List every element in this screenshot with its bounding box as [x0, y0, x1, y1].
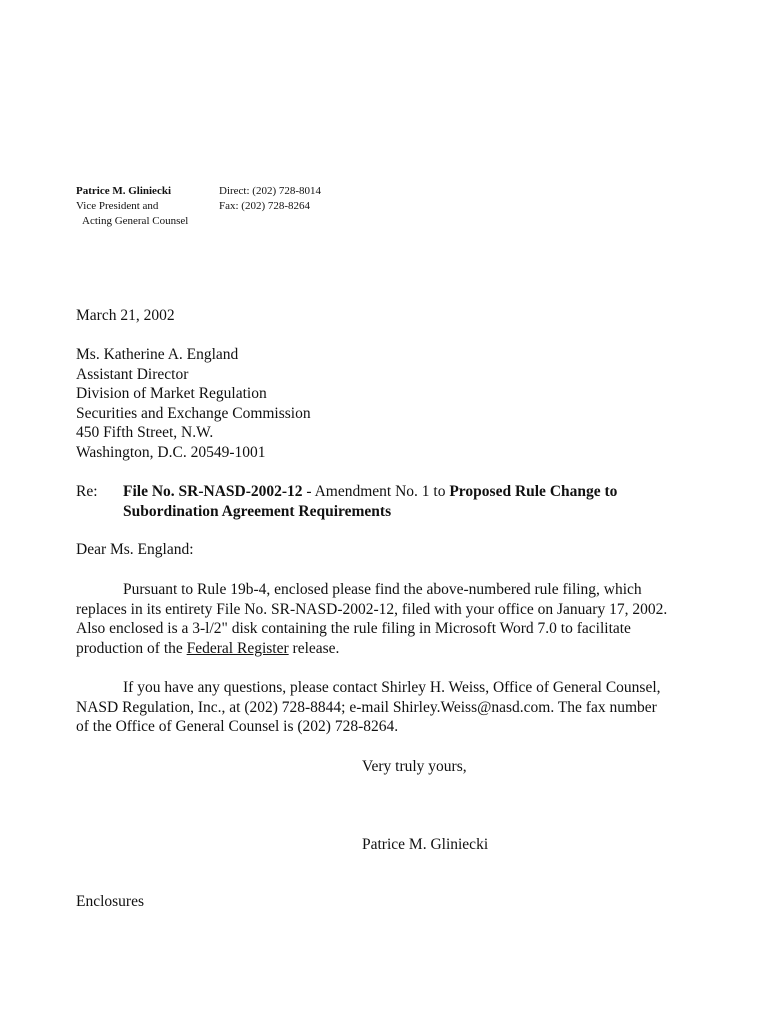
signature-name: Patrice M. Gliniecki — [362, 836, 489, 853]
sender-name: Patrice M. Gliniecki — [76, 185, 171, 197]
recipient-city: Washington, D.C. 20549-1001 — [76, 443, 266, 461]
paragraph-2-line1: If you have any questions, please contact Shirley H. Weiss, Office of General Counsel, — [123, 679, 661, 696]
direct-phone: Direct: (202) 728-8014 — [219, 185, 322, 197]
re-line1 — [123, 482, 617, 502]
letter-date: March 21, 2002 — [76, 307, 175, 324]
paragraph-2 — [76, 678, 661, 737]
sender-title-line2: Acting General Counsel — [82, 215, 189, 227]
recipient-name: Ms. Katherine A. England — [76, 346, 239, 363]
enclosures-note: Enclosures — [76, 893, 145, 910]
file-number: File No. SR-NASD-2002-12 — [123, 483, 303, 500]
closing: Very truly yours, — [362, 758, 467, 775]
paragraph-1-line4-start: production of the — [76, 639, 187, 657]
re-subject — [123, 482, 617, 521]
recipient-division: Division of Market Regulation — [76, 385, 267, 402]
paragraph-1-line1: Pursuant to Rule 19b-4, enclosed please find the above-numbered rule filing, which — [123, 581, 642, 598]
recipient-address — [76, 345, 311, 462]
paragraph-1-line3: Also enclosed is a 3-l/2" disk containing the rule filing in Microsoft Word 7.0 to facilitate — [76, 620, 631, 637]
re-line2 — [123, 502, 617, 522]
recipient-agency: Securities and Exchange Commission — [76, 404, 311, 422]
re-label: Re: — [76, 483, 98, 500]
recipient-title: Assistant Director — [76, 365, 189, 383]
fax-number: Fax: (202) 728-8264 — [219, 200, 311, 212]
sender-title-line1: Vice President and — [76, 200, 159, 212]
paragraph-1-line2: replaces in its entirety File No. SR-NASD-2002-12, filed with your office on January 17, 2002. — [76, 600, 668, 618]
paragraph-1-line4-end: release. — [288, 639, 340, 657]
sender-block — [76, 184, 216, 229]
salutation: Dear Ms. England: — [76, 541, 194, 558]
federal-register-title: Federal Register — [186, 639, 289, 657]
paragraph-2-line3: of the Office of General Counsel is (202) 728-8264. — [76, 718, 399, 735]
subject-part1: Proposed Rule Change to — [449, 483, 618, 500]
paragraph-1-line4 — [76, 639, 667, 659]
paragraph-1 — [76, 580, 667, 658]
recipient-street: 450 Fifth Street, N.W. — [76, 424, 214, 441]
subject-part2: Subordination Agreement Requirements — [123, 502, 392, 520]
amendment-text: - Amendment No. 1 to — [302, 483, 450, 500]
paragraph-2-line2: NASD Regulation, Inc., at (202) 728-8844; e-mail Shirley.Weiss@nasd.com. The fax number — [76, 698, 657, 716]
contact-block — [219, 184, 379, 214]
